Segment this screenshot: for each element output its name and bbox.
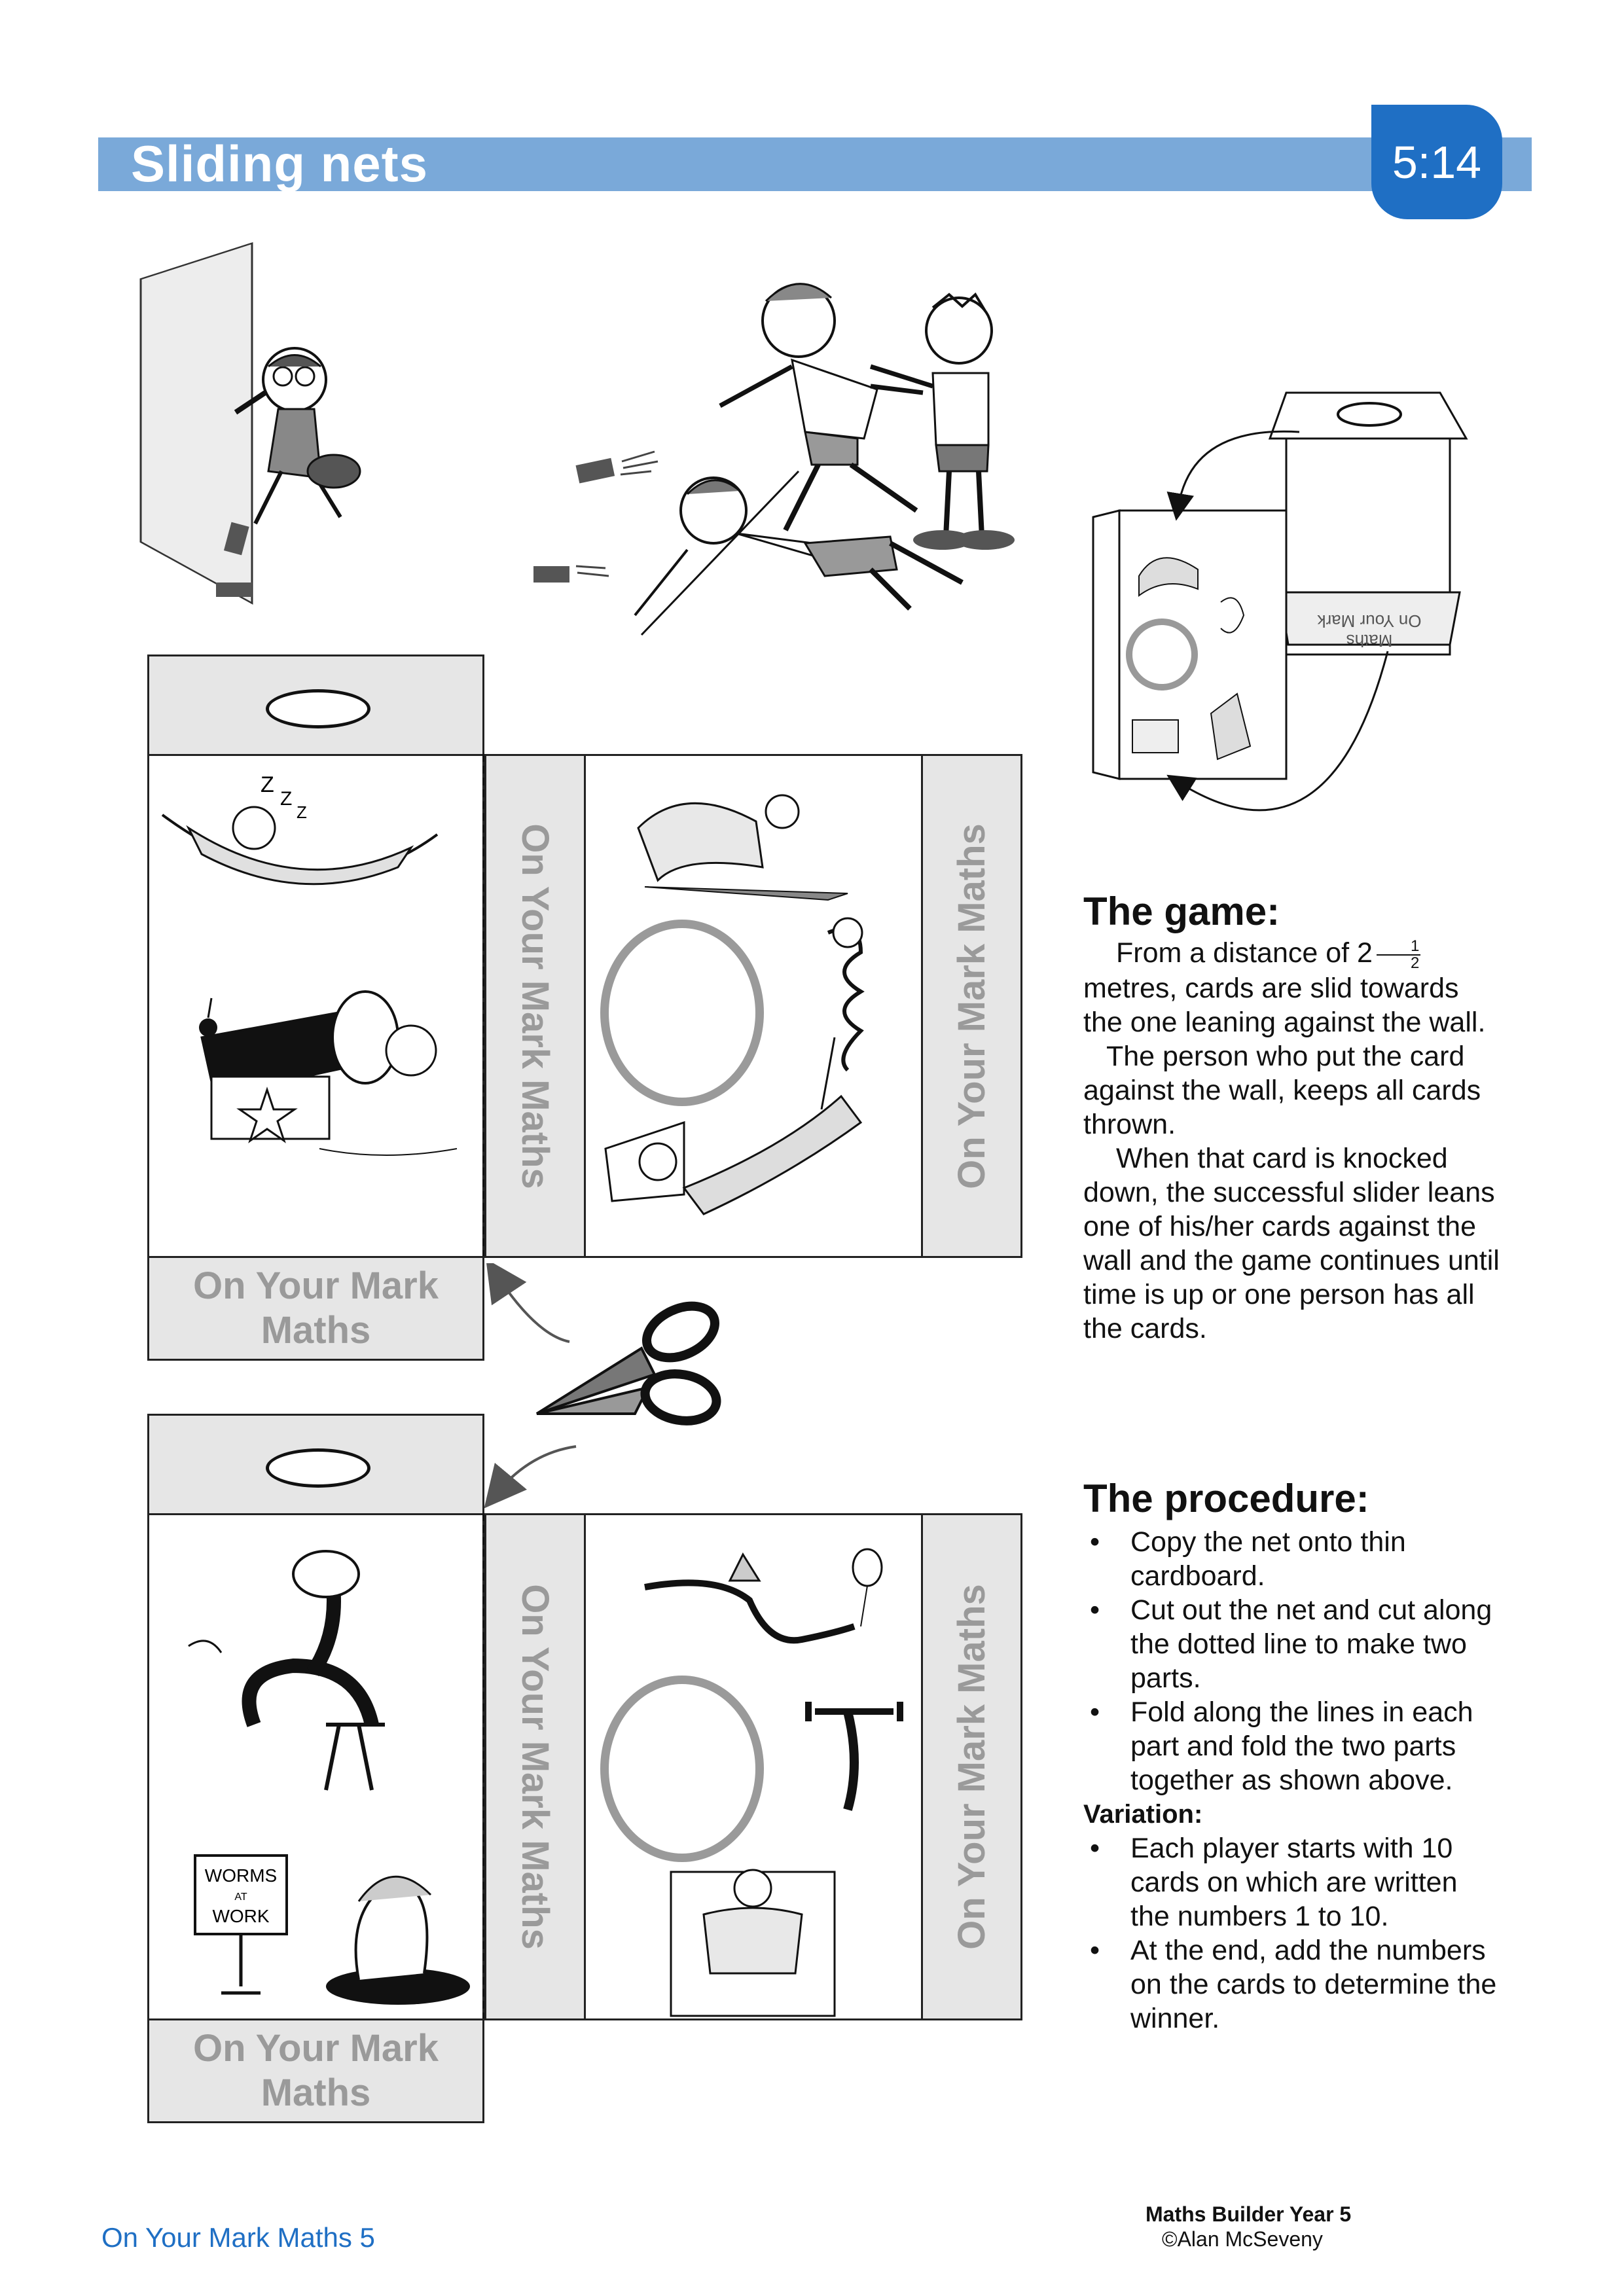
side-flap-label: On Your Mark Maths <box>514 1584 556 1950</box>
boy-standing-figure <box>871 295 1015 550</box>
net2-front-panel <box>584 1513 923 2020</box>
procedure-steps <box>1083 1525 1502 2036</box>
cannon-cartoon <box>199 992 457 1155</box>
svg-text:On Your Mark: On Your Mark <box>1317 611 1422 631</box>
side-flap-label: On Your Mark Maths <box>950 823 993 1189</box>
side-flap-label: On Your Mark Maths <box>950 1584 993 1950</box>
procedure-heading: The procedure: <box>1083 1477 1369 1520</box>
net2-front-cartoons <box>586 1515 923 2019</box>
list-item: • Copy the net onto thin cardboard. <box>1090 1526 1406 1592</box>
footer-copyright: ©Alan McSeveny <box>1162 2227 1323 2251</box>
game-rule-2: The person who put the card against the wall, keeps all cards thrown. <box>1083 1040 1481 1140</box>
svg-text:WORK: WORK <box>212 1906 270 1926</box>
net2-back-cartoons <box>149 1515 483 2019</box>
list-item: • Cut out the net and cut along the dotted line to make two parts. <box>1090 1594 1492 1694</box>
variation-heading: Variation: <box>1083 1800 1203 1829</box>
folded-card-diagram <box>1080 380 1506 870</box>
page-number-badge: 5:14 <box>1371 105 1502 219</box>
game-rules <box>1083 936 1502 1346</box>
worms-at-work-sign <box>195 1856 470 2005</box>
list-item: • Fold along the lines in each part and fold the two parts together as shown above. <box>1090 1696 1473 1796</box>
svg-text:WORMS: WORMS <box>204 1865 278 1886</box>
net2-back-panel <box>147 1513 484 2020</box>
bottom-flap-label: On Your Mark Maths <box>193 1265 439 1352</box>
list-item: • Each player starts with 10 cards on which are written the numbers 1 to 10. <box>1090 1833 1458 1932</box>
side-flap-label: On Your Mark Maths <box>514 823 556 1189</box>
net1-back-panel <box>147 754 484 1258</box>
finger-hole <box>266 689 370 728</box>
fraction: $\frac{1}{2}$ <box>1377 939 1420 971</box>
worm-on-stool-cartoon <box>189 1551 385 1790</box>
girl-figure <box>236 348 360 524</box>
sliding-cards-illustration <box>131 236 1015 655</box>
net1-front-cartoons <box>586 756 923 1257</box>
net1-back-cartoons <box>149 756 483 1257</box>
page-title: Sliding nets <box>131 135 429 192</box>
footer-series-title: On Your Mark Maths 5 <box>101 2222 375 2253</box>
net1-front-panel <box>584 754 923 1258</box>
scissors-cut-indicator <box>484 1263 759 1512</box>
boy-throwing-figure <box>720 284 923 530</box>
footer-book-title: Maths Builder Year 5 <box>1146 2202 1352 2226</box>
bottom-flap-label: On Your Mark Maths <box>193 2027 439 2114</box>
svg-text:Maths: Maths <box>1346 631 1393 651</box>
game-heading: The game: <box>1083 889 1280 933</box>
svg-text:AT: AT <box>234 1892 247 1903</box>
svg-text:Z: Z <box>297 802 307 822</box>
scissors-icon <box>537 1296 723 1426</box>
net1-top-flap <box>147 655 484 756</box>
hammock-cartoon <box>162 772 437 884</box>
svg-text:Z: Z <box>261 772 274 797</box>
finger-hole <box>266 1448 370 1488</box>
list-item: • At the end, add the numbers on the cards to determine the winner. <box>1090 1935 1497 2034</box>
svg-text:Z: Z <box>280 788 293 810</box>
game-rule-3: When that card is knocked down, the successful slider leans one of his/her cards against the wall and the game continues until time is up or one person has all the cards. <box>1083 1142 1500 1344</box>
net2-top-flap <box>147 1414 484 1515</box>
game-rule-1: From a distance of 2 $\frac{1}{2}$ metres, cards are slid towards the one leaning against the wall. <box>1083 937 1486 1038</box>
